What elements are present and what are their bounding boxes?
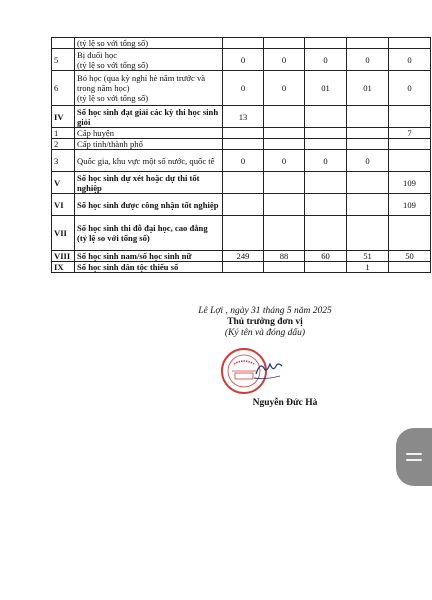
value-cell — [264, 262, 305, 273]
table-row — [52, 194, 431, 216]
row-label: Bị đuổi học (tỷ lệ so với tổng số) — [75, 49, 223, 71]
value-cell: 0 — [264, 49, 305, 71]
value-cell — [305, 106, 347, 128]
value-cell — [305, 216, 347, 251]
row-label: Cấp huyện — [75, 128, 223, 139]
table-row — [52, 150, 431, 172]
row-number: VII — [52, 216, 75, 251]
value-cell: 13 — [223, 106, 264, 128]
value-cell — [223, 38, 264, 49]
value-cell — [264, 128, 305, 139]
menu-icon-line — [406, 453, 422, 455]
value-cell — [347, 194, 389, 216]
value-cell — [305, 139, 347, 150]
value-cell — [389, 216, 431, 251]
row-label: (tỷ lệ so với tổng số) — [75, 38, 223, 49]
table-row — [52, 71, 431, 106]
value-cell — [264, 172, 305, 194]
table-row — [52, 38, 431, 49]
value-cell: 0 — [389, 71, 431, 106]
table-row — [52, 172, 431, 194]
value-cell: 50 — [389, 251, 431, 262]
row-number: V — [52, 172, 75, 194]
value-cell — [389, 38, 431, 49]
row-label: Số học sinh thi đỗ đại học, cao đẳng (tỷ lệ so với tổng số) — [75, 216, 223, 251]
value-cell: 109 — [389, 172, 431, 194]
value-cell — [264, 194, 305, 216]
value-cell: 0 — [389, 49, 431, 71]
scroll-menu-button[interactable] — [396, 428, 432, 486]
signature-note: (Ký tên và đóng dấu) — [224, 328, 306, 338]
date-line: Lê Lợi , ngày 31 tháng 5 năm 2025 — [198, 306, 332, 316]
value-cell — [223, 139, 264, 150]
row-number: VI — [52, 194, 75, 216]
row-number: 1 — [52, 128, 75, 139]
row-label: Số học sinh được công nhận tốt nghiệp — [75, 194, 223, 216]
value-cell — [264, 139, 305, 150]
row-number: IX — [52, 262, 75, 273]
value-cell: 1 — [347, 262, 389, 273]
value-cell: 109 — [389, 194, 431, 216]
row-number: 6 — [52, 71, 75, 106]
signer-title: Thủ trưởng đơn vị — [227, 317, 303, 327]
row-label: Cấp tỉnh/thành phố — [75, 139, 223, 150]
value-cell — [264, 216, 305, 251]
value-cell: 0 — [223, 49, 264, 71]
table-row — [52, 216, 431, 251]
value-cell — [264, 106, 305, 128]
table-row — [52, 49, 431, 71]
signer-name: Nguyễn Đức Hà — [252, 398, 318, 408]
value-cell: 88 — [264, 251, 305, 262]
value-cell: 0 — [264, 71, 305, 106]
table-row — [52, 128, 431, 139]
row-number: 2 — [52, 139, 75, 150]
value-cell — [305, 262, 347, 273]
signature-block — [190, 306, 340, 338]
value-cell: 7 — [389, 128, 431, 139]
table-row — [52, 106, 431, 128]
value-cell — [223, 194, 264, 216]
value-cell: 0 — [347, 150, 389, 172]
value-cell — [305, 194, 347, 216]
row-number: VIII — [52, 251, 75, 262]
row-number: IV — [52, 106, 75, 128]
value-cell: 0 — [223, 150, 264, 172]
value-cell — [389, 262, 431, 273]
value-cell — [347, 172, 389, 194]
value-cell: 249 — [223, 251, 264, 262]
value-cell — [223, 128, 264, 139]
value-cell — [305, 38, 347, 49]
value-cell — [347, 38, 389, 49]
statistics-table — [51, 37, 431, 273]
value-cell — [389, 150, 431, 172]
menu-icon-line — [406, 459, 422, 461]
value-cell — [389, 139, 431, 150]
value-cell — [347, 128, 389, 139]
value-cell: 0 — [223, 71, 264, 106]
value-cell — [347, 216, 389, 251]
value-cell — [223, 172, 264, 194]
row-label: Số học sinh đạt giải các kỳ thi học sinh giỏi — [75, 106, 223, 128]
row-label: Số học sinh nam/số học sinh nữ — [75, 251, 223, 262]
value-cell — [264, 38, 305, 49]
table-row — [52, 139, 431, 150]
value-cell: 51 — [347, 251, 389, 262]
row-number: 5 — [52, 49, 75, 71]
table-row — [52, 251, 431, 262]
table-row — [52, 262, 431, 273]
value-cell: 01 — [347, 71, 389, 106]
value-cell — [389, 106, 431, 128]
row-label: Số học sinh dân tộc thiểu số — [75, 262, 223, 273]
official-seal-stamp — [220, 344, 284, 398]
value-cell — [305, 172, 347, 194]
value-cell — [223, 262, 264, 273]
value-cell — [223, 216, 264, 251]
statistics-table-body — [52, 38, 431, 273]
value-cell: 0 — [264, 150, 305, 172]
row-label: Số học sinh dự xét hoặc dự thi tốt nghiệp — [75, 172, 223, 194]
row-label: Quốc gia, khu vực một số nước, quốc tế — [75, 150, 223, 172]
value-cell: 0 — [305, 150, 347, 172]
value-cell — [347, 139, 389, 150]
value-cell: 0 — [305, 49, 347, 71]
value-cell: 60 — [305, 251, 347, 262]
row-number — [52, 38, 75, 49]
row-number: 3 — [52, 150, 75, 172]
value-cell: 0 — [347, 49, 389, 71]
value-cell — [305, 128, 347, 139]
value-cell: 01 — [305, 71, 347, 106]
value-cell — [347, 106, 389, 128]
row-label: Bỏ học (qua kỳ nghỉ hè năm trước và trong năm học) (tỷ lệ so với tổng số) — [75, 71, 223, 106]
